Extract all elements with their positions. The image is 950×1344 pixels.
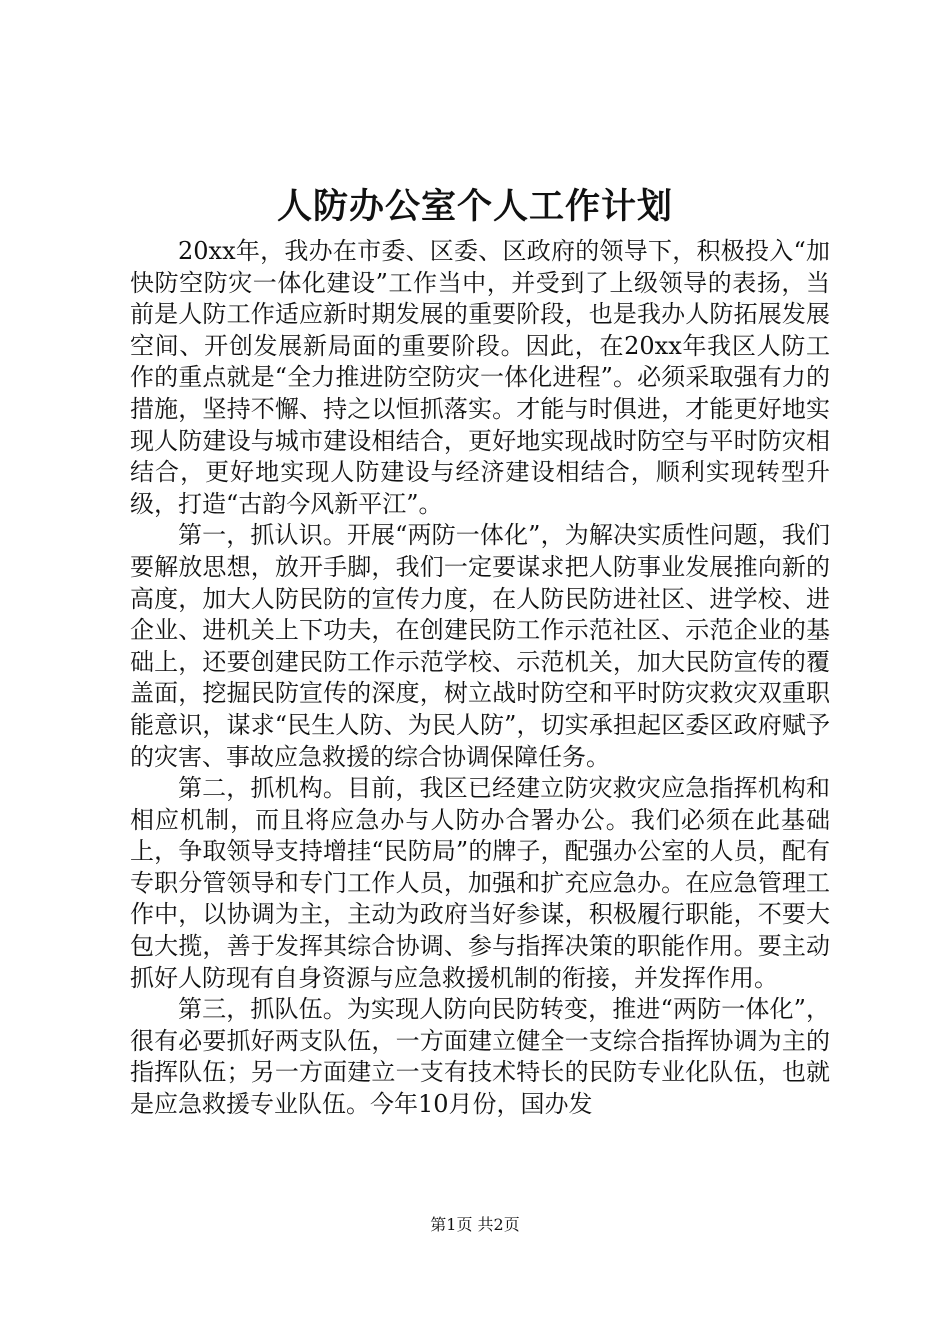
paragraph-first-point: 第一，抓认识。开展“两防一体化”，为解决实质性问题，我们要解放思想，放开手脚，我们一定要谋求把人防事业发展推向新的高度，加大人防民防的宣传力度，在人防民防进社区、进学校、进企业、进机关上下功夫，在创建民防工作示范社区、示范企业的基础上，还要创建民防工作示范学校、示范机关，加大民防宣传的覆盖面，挖掘民防宣传的深度，树立战时防空和平时防灾救灾双重职能意识，谋求“民生人防、为民人防”，切实承担起区委区政府赋予的灾害、事故应急救援的综合协调保障任务。 [130,521,830,771]
document-title: 人防办公室个人工作计划 [276,186,673,227]
paragraph-second-point: 第二，抓机构。目前，我区已经建立防灾救灾应急指挥机构和相应机制，而且将应急办与人防办合署办公。我们必须在此基础上，争取领导支持增挂“民防局”的牌子，配强办公室的人员，配有专职分管领导和专门工作人员，加强和扩充应急办。在应急管理工作中，以协调为主，主动为政府当好参谋，积极履行职能，不要大包大揽，善于发挥其综合协调、参与指挥决策的职能作用。要主动抓好人防现有自身资源与应急救援机制的衔接，并发挥作用。 [130,774,830,992]
paragraph-intro: 20xx年，我办在市委、区委、区政府的领导下，积极投入“加快防空防灾一体化建设”工作当中，并受到了上级领导的表扬，当前是人防工作适应新时期发展的重要阶段，也是我办人防拓展发展空间、开创发展新局面的重要阶段。因此，在20xx年我区人防工作的重点就是“全力推进防空防灾一体化进程”。必须采取强有力的措施，坚持不懈、持之以恒抓落实。才能与时俱进，才能更好地实现人防建设与城市建设相结合，更好地实现战时防空与平时防灾相结合，更好地实现人防建设与经济建设相结合，顺利实现转型升级，打造“古韵今风新平江”。 [130,237,830,518]
paragraph-third-point: 第三，抓队伍。为实现人防向民防转变，推进“两防一体化”，很有必要抓好两支队伍，一方面建立健全一支综合指挥协调为主的指挥队伍；另一方面建立一支有技术特长的民防专业化队伍，也就是应急救援专业队伍。今年10月份，国办发 [130,995,830,1119]
document-body [130,236,830,1121]
page-footer: 第1页 共2页 [430,1215,520,1234]
